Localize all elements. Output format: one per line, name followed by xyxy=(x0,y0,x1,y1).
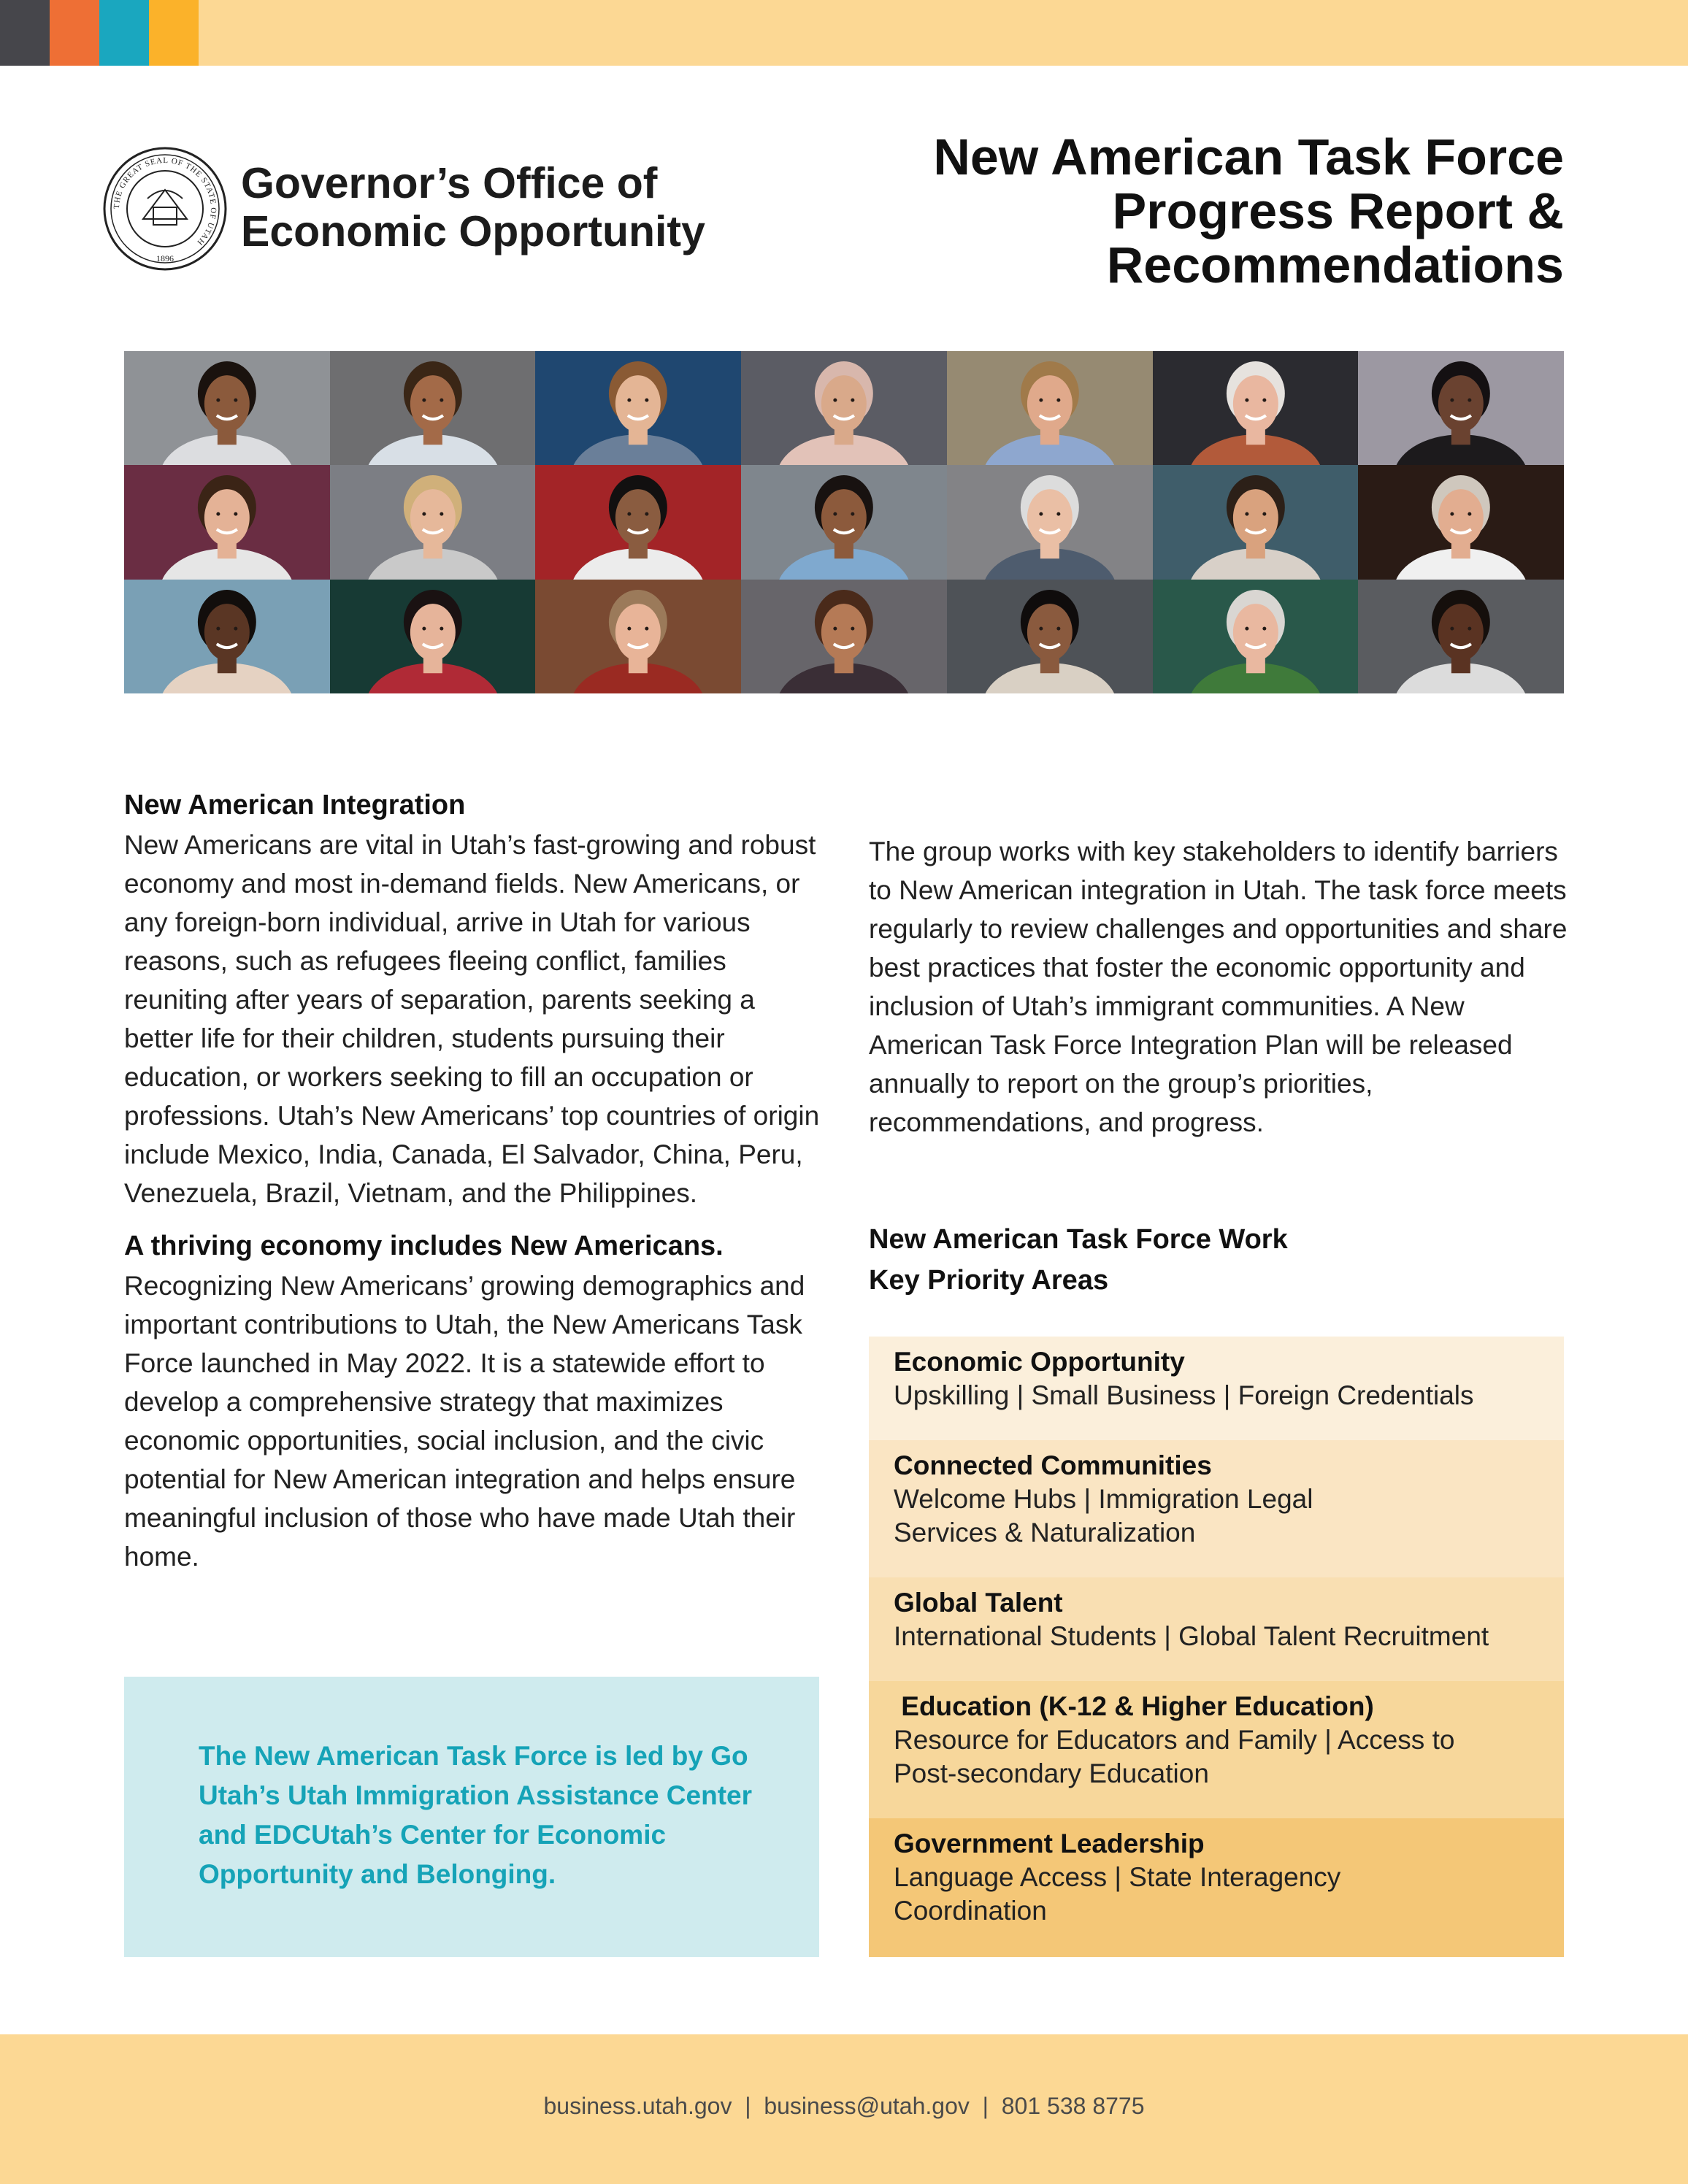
color-swatch-gold xyxy=(149,0,199,66)
economy-paragraph: Recognizing New Americans’ growing demographics and important contributions to Utah, the New Americans Task Force launched in May 2022. It is a statewide effort to develop a comprehensive strategy that maximizes economic opportunities, social inclusion, and the civic potential for New American integration and helps ensure meaningful inclusion of those who have made Utah their home. xyxy=(124,1271,805,1572)
portrait-photo xyxy=(947,465,1153,579)
document-title xyxy=(761,130,1564,292)
section-heading-economy: A thriving economy includes New Americans. xyxy=(124,1231,724,1261)
portrait-photo-grid xyxy=(124,351,1564,693)
portrait-photo xyxy=(1358,465,1564,579)
portrait-photo xyxy=(1358,580,1564,693)
priority-title: Government Leadership xyxy=(894,1829,1205,1858)
left-column xyxy=(124,785,825,1576)
priority-desc-line: International Students | Global Talent Recruitment xyxy=(894,1621,1489,1651)
portrait-photo xyxy=(1153,351,1359,465)
title-line3: Recommendations xyxy=(1106,237,1564,293)
color-swatch-gray xyxy=(0,0,50,66)
priority-item xyxy=(869,1818,1564,1957)
footer-contact: business.utah.gov | business@utah.gov | 801 538 8775 xyxy=(543,2093,1145,2119)
priority-areas-list xyxy=(869,1337,1564,1957)
portrait-photo xyxy=(1153,580,1359,693)
priority-item xyxy=(869,1337,1564,1440)
portrait-photo xyxy=(124,580,330,693)
portrait-photo xyxy=(741,351,947,465)
priority-desc-line: Language Access | State Interagency xyxy=(894,1862,1341,1892)
priorities-heading-line2: Key Priority Areas xyxy=(869,1265,1109,1296)
color-swatch-teal xyxy=(99,0,149,66)
state-seal-icon xyxy=(102,146,228,272)
org-name-line2: Economic Opportunity xyxy=(241,207,705,255)
color-swatch-orange xyxy=(50,0,99,66)
portrait-photo xyxy=(1153,465,1359,579)
portrait-photo xyxy=(330,580,536,693)
portrait-photo xyxy=(535,580,741,693)
portrait-photo xyxy=(535,351,741,465)
portrait-photo xyxy=(330,351,536,465)
priorities-heading xyxy=(869,1219,1570,1301)
portrait-photo xyxy=(741,580,947,693)
priority-title: Global Talent xyxy=(894,1588,1063,1618)
callout-text: The New American Task Force is led by Go Utah’s Utah Immigration Assistance Center and EDCUtah’s Center for Economic Opportunity and Belonging. xyxy=(199,1741,752,1889)
priority-item xyxy=(869,1681,1564,1818)
org-name-line1: Governor’s Office of xyxy=(241,159,658,207)
seal-text: THE GREAT SEAL OF THE STATE OF UTAH xyxy=(112,155,218,247)
org-name xyxy=(241,159,752,255)
portrait-photo xyxy=(124,465,330,579)
top-color-bar xyxy=(0,0,1688,66)
priority-desc-line: Upskilling | Small Business | Foreign Credentials xyxy=(894,1380,1474,1410)
right-column xyxy=(869,832,1570,1142)
portrait-photo xyxy=(947,580,1153,693)
portrait-photo xyxy=(947,351,1153,465)
integration-paragraph: New Americans are vital in Utah’s fast-growing and robust economy and most in-demand fields. New Americans, or any foreign-born individual, arrive in Utah for various reasons, such as refugees fleeing conflict, families reuniting after years of separation, parents seeking a better life for their children, students pursuing their education, or workers seeking to fill an occupation or professions. Utah’s New Americans’ top countries of origin include Mexico, India, Canada, El Salvador, China, Peru, Venezuela, Brazil, Vietnam, and the Philippines. xyxy=(124,830,820,1208)
portrait-photo xyxy=(741,465,947,579)
portrait-photo xyxy=(535,465,741,579)
footer-bar xyxy=(0,2034,1688,2184)
priority-title: Connected Communities xyxy=(894,1450,1212,1480)
portrait-photo xyxy=(1358,351,1564,465)
portrait-photo xyxy=(330,465,536,579)
title-line1: New American Task Force xyxy=(933,128,1564,185)
priority-desc-line: Resource for Educators and Family | Access to xyxy=(894,1725,1455,1755)
stakeholders-paragraph: The group works with key stakeholders to identify barriers to New American integration in Utah. The task force meets regularly to review challenges and opportunities and share best practices that foster the economic opportunity and inclusion of Utah’s immigrant communities. A New American Task Force Integration Plan will be released annually to report on the group’s priorities, recommendations, and progress. xyxy=(869,837,1568,1137)
seal-year: 1896 xyxy=(156,253,174,264)
priority-item xyxy=(869,1577,1564,1681)
title-line2: Progress Report & xyxy=(1112,182,1564,239)
priorities-heading-line1: New American Task Force Work xyxy=(869,1224,1288,1255)
priority-desc-line: Services & Naturalization xyxy=(894,1518,1196,1547)
leadership-callout xyxy=(124,1677,819,1957)
section-heading-integration: New American Integration xyxy=(124,790,466,820)
priority-desc-line: Post-secondary Education xyxy=(894,1758,1209,1788)
priority-desc-line: Coordination xyxy=(894,1896,1047,1926)
priority-desc-line: Welcome Hubs | Immigration Legal xyxy=(894,1484,1313,1514)
priority-title: Economic Opportunity xyxy=(894,1347,1185,1377)
portrait-photo xyxy=(124,351,330,465)
priority-item xyxy=(869,1440,1564,1577)
priority-title: Education (K-12 & Higher Education) xyxy=(894,1691,1374,1721)
